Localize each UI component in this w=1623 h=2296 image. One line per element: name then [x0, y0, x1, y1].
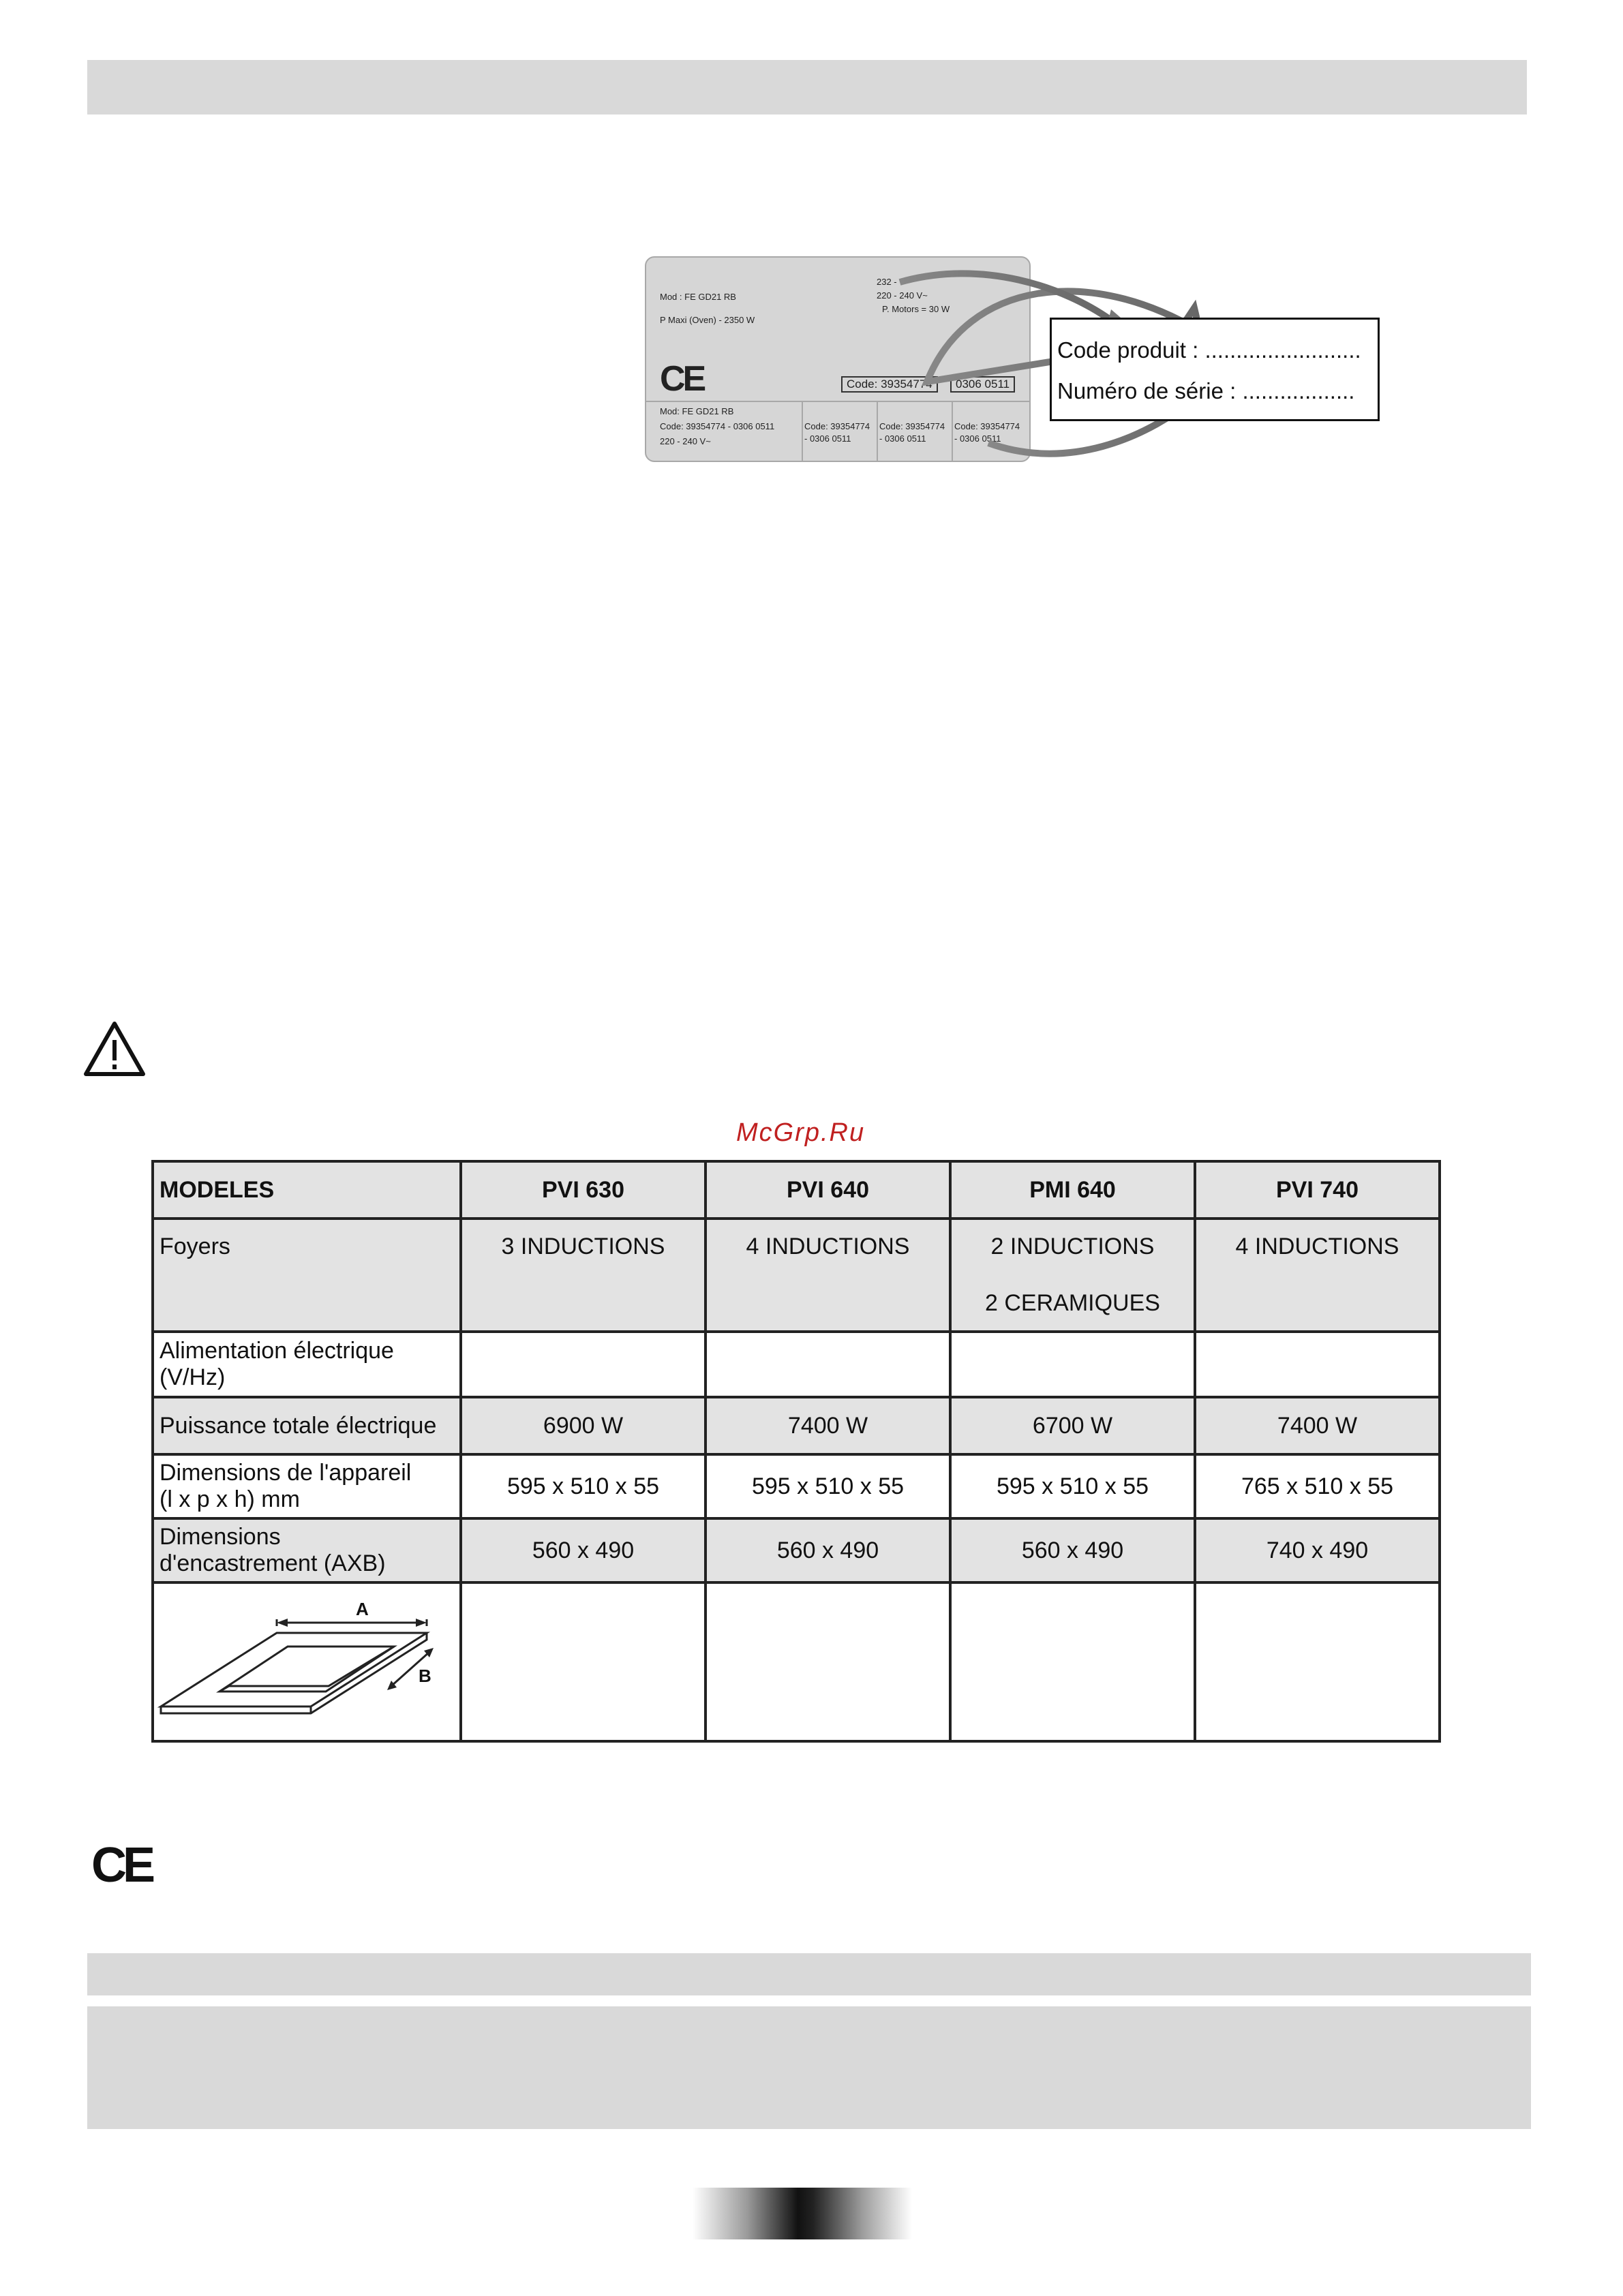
table-cell: 765 x 510 x 55	[1195, 1454, 1440, 1518]
plate-code-box: Code: 39354774	[841, 376, 938, 393]
plate-right-top: 232 -	[877, 277, 897, 287]
table-cell	[1195, 1332, 1440, 1397]
table-cell: 560 x 490	[461, 1518, 706, 1582]
table-cell: 595 x 510 x 55	[461, 1454, 706, 1518]
row-label	[153, 1454, 461, 1518]
table-cell: 595 x 510 x 55	[706, 1454, 950, 1518]
table-cell: 560 x 490	[950, 1518, 1195, 1582]
table-cell	[950, 1582, 1195, 1741]
footer-band	[87, 2006, 1531, 2129]
table-row	[153, 1454, 1440, 1518]
diagram-label-b: B	[419, 1666, 431, 1686]
top-header-band	[87, 60, 1527, 114]
plate-stub-code: Code: 39354774	[954, 421, 1020, 431]
table-row	[153, 1332, 1440, 1397]
plate-power: P Maxi (Oven) - 2350 W	[660, 315, 755, 325]
diagram-label-a: A	[356, 1599, 369, 1619]
table-cell: 6700 W	[950, 1397, 1195, 1454]
table-header-cell: MODELES	[153, 1161, 461, 1219]
plate-serial-box: 0306 0511	[950, 376, 1015, 393]
plate-stub-serial: - 0306 0511	[954, 433, 1001, 444]
plate-bottom-voltage: 220 - 240 V~	[660, 436, 711, 446]
table-row	[153, 1582, 1440, 1741]
label-line: (V/Hz)	[160, 1364, 226, 1390]
plate-ce-mark: CE	[660, 359, 704, 399]
watermark-text: McGrp.Ru	[736, 1118, 866, 1147]
table-row	[153, 1397, 1440, 1454]
plate-stub-serial: - 0306 0511	[804, 433, 851, 444]
plate-divider	[877, 401, 878, 461]
table-cell: 595 x 510 x 55	[950, 1454, 1195, 1518]
table-cell	[706, 1582, 950, 1741]
page-number-tab	[693, 2188, 912, 2239]
plate-stub-serial: - 0306 0511	[879, 433, 926, 444]
product-code-label	[1050, 318, 1380, 421]
label-line: Dimensions de l'appareil	[160, 1460, 412, 1486]
row-label: Foyers	[153, 1219, 461, 1332]
table-cell	[706, 1332, 950, 1397]
cutout-diagram-icon	[154, 1584, 457, 1734]
table-cell	[950, 1332, 1195, 1397]
row-label	[153, 1332, 461, 1397]
table-header-row	[153, 1161, 1440, 1219]
table-cell: 7400 W	[1195, 1397, 1440, 1454]
cutout-diagram-cell	[153, 1582, 461, 1741]
row-label	[153, 1518, 461, 1582]
warning-icon	[82, 1020, 147, 1078]
plate-bottom-code: Code: 39354774 - 0306 0511	[660, 421, 775, 431]
cell-line: 2 INDUCTIONS	[990, 1234, 1155, 1259]
label-line: Alimentation électrique	[160, 1338, 394, 1364]
table-row	[153, 1219, 1440, 1332]
table-cell: 4 INDUCTIONS	[1195, 1219, 1440, 1332]
table-cell: 4 INDUCTIONS	[706, 1219, 950, 1332]
table-row	[153, 1518, 1440, 1582]
footer-band	[87, 1953, 1531, 1995]
table-cell: 560 x 490	[706, 1518, 950, 1582]
code-produit-text: Code produit : .........................	[1057, 337, 1361, 363]
table-header-cell: PVI 740	[1195, 1161, 1440, 1219]
plate-bottom-mod: Mod: FE GD21 RB	[660, 406, 734, 416]
table-cell: 740 x 490	[1195, 1518, 1440, 1582]
plate-divider	[802, 401, 803, 461]
label-line: (l x p x h) mm	[160, 1486, 300, 1512]
table-cell: 3 INDUCTIONS	[461, 1219, 706, 1332]
table-header-cell: PMI 640	[950, 1161, 1195, 1219]
table-cell: 6900 W	[461, 1397, 706, 1454]
label-line: d'encastrement (AXB)	[160, 1550, 386, 1576]
plate-voltage: 220 - 240 V~	[877, 290, 928, 301]
table-cell	[461, 1332, 706, 1397]
ce-mark: CE	[91, 1838, 152, 1893]
table-cell	[461, 1582, 706, 1741]
table-header-cell: PVI 640	[706, 1161, 950, 1219]
models-spec-table	[151, 1160, 1441, 1743]
numero-serie-text: Numéro de série : ..................	[1057, 378, 1355, 403]
plate-motors: P. Motors = 30 W	[882, 304, 950, 314]
table-cell	[950, 1219, 1195, 1332]
plate-stub-code: Code: 39354774	[879, 421, 945, 431]
row-label: Puissance totale électrique	[153, 1397, 461, 1454]
plate-stub-code: Code: 39354774	[804, 421, 870, 431]
table-cell: 7400 W	[706, 1397, 950, 1454]
cell-line: 2 CERAMIQUES	[985, 1290, 1160, 1316]
label-line: Dimensions	[160, 1524, 281, 1550]
table-header-cell: PVI 630	[461, 1161, 706, 1219]
table-cell	[1195, 1582, 1440, 1741]
plate-mod: Mod : FE GD21 RB	[660, 292, 736, 302]
